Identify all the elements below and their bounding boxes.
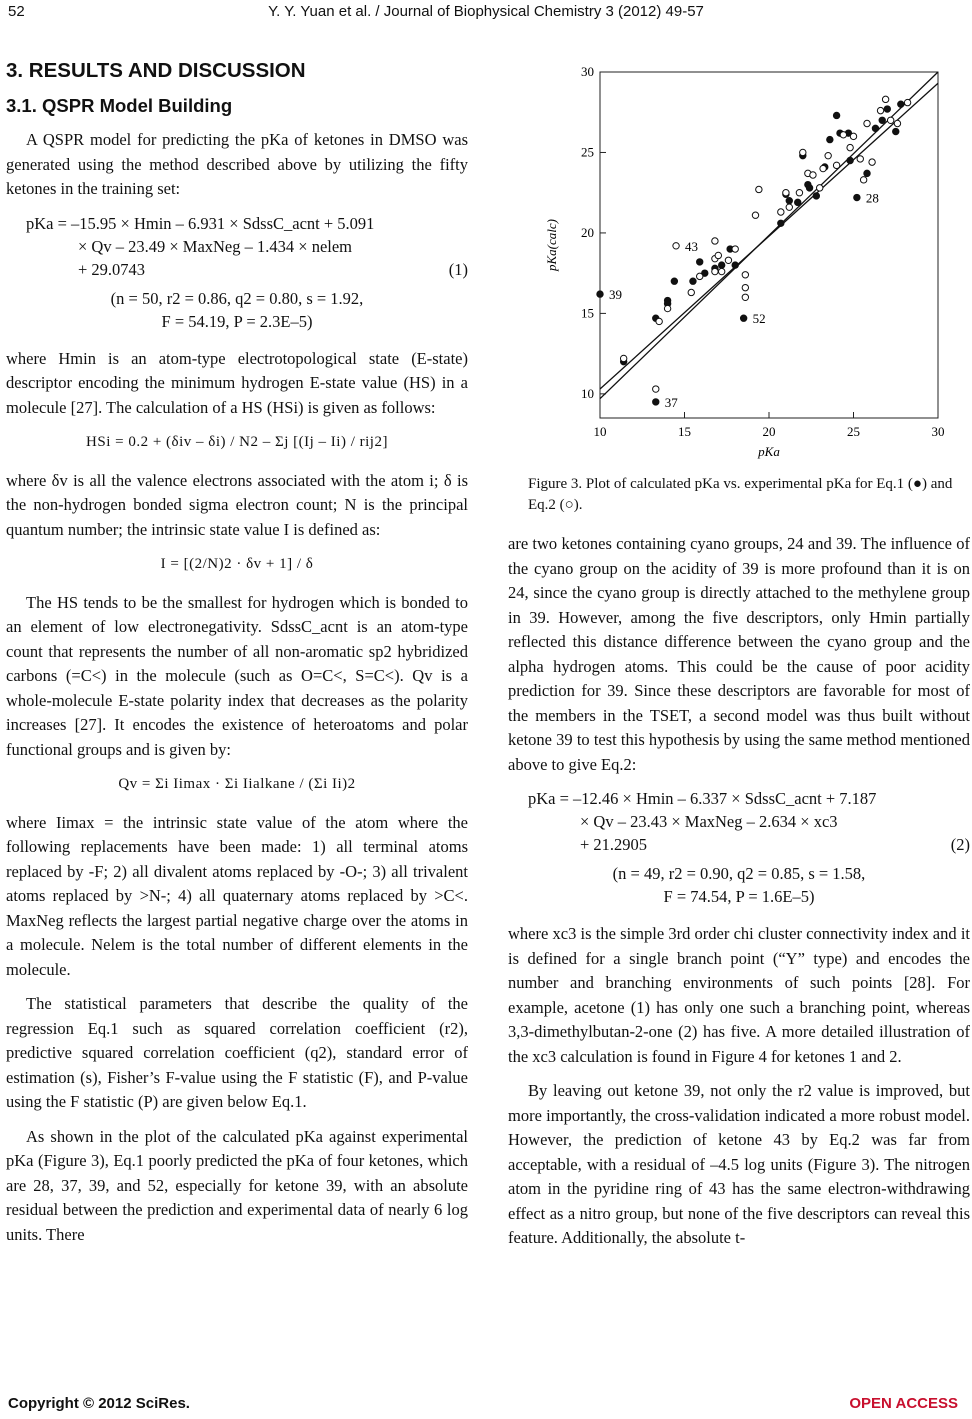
section-title: 3. RESULTS AND DISCUSSION: [6, 59, 306, 82]
data-point-eq2: [697, 273, 703, 279]
stats-line: F = 74.54, P = 1.6E–5): [663, 887, 815, 906]
paragraph: A QSPR model for predicting the pKa of ketones in DMSO was generated using the method described above by utilizing the fifty ketones in the training set:: [6, 130, 468, 198]
data-point-eq2: [820, 165, 826, 171]
scatter-chart: [524, 60, 944, 468]
data-point-eq2: [732, 246, 738, 252]
x-tick-label: 20: [762, 424, 776, 439]
data-point-eq2: [857, 156, 863, 162]
equation-line: × Qv – 23.49 × MaxNeg – 1.434 × nelem: [78, 236, 353, 256]
data-point-eq1: [827, 136, 833, 142]
data-point-eq1: [786, 198, 792, 204]
formula-hs: HSi = 0.2 + (δiv – δi) / N2 – Σj [(Ij – Ii) / rij2]: [86, 434, 388, 450]
data-point-eq1: [898, 101, 904, 107]
data-point-eq1: [833, 112, 839, 118]
data-point-eq2: [800, 149, 806, 155]
point-label: 52: [752, 311, 766, 327]
stats-line: (n = 50, r2 = 0.86, q2 = 0.80, s = 1.92,: [110, 288, 364, 308]
equation-number: (2): [950, 835, 970, 854]
figure-caption: Figure 3. Plot of calculated pKa vs. experimental pKa for Eq.1 (●) and Eq.2 (○).: [528, 476, 953, 513]
paragraph: As shown in the plot of the calculated pKa against experimental pKa (Figure 3), Eq.1 poorly predicted the pKa of four ketones, which are 28, 37, 39, and 52, especially for ketone 39, with an absolute residual between the prediction and experimental data of nearly 6 log units. There: [6, 1126, 468, 1244]
data-point-eq1: [893, 128, 899, 134]
equation-1-stats: [6, 287, 468, 333]
stats-line: F = 54.19, P = 2.3E–5): [161, 311, 313, 331]
data-point-eq2: [756, 186, 762, 192]
data-point-eq2: [712, 238, 718, 244]
equation-line: [528, 833, 970, 856]
data-point-eq1: [597, 291, 603, 297]
data-point-eq2: [656, 318, 662, 324]
equation-line: × Qv – 23.43 × MaxNeg – 2.634 × xc3: [580, 812, 838, 831]
data-point-eq2: [833, 162, 839, 168]
equation-number: (1): [448, 259, 468, 279]
data-point-eq2: [620, 355, 626, 361]
data-point-eq2: [850, 133, 856, 139]
paragraph: By leaving out ketone 39, not only the r2 value is improved, but more importantly, the cross-validation indicated a more robust model. However, the prediction of ketone 43 by Eq.2 was far from acceptable, with a residual of –4.5 log units (Figure 3). The nitrogen atom in the pyridine ring of 43 has the same electron-withdrawing effect as a nitro group, but none of the five descriptors can reveal this feature. Additionally, the absolute t-: [508, 1081, 970, 1247]
data-point-eq1: [795, 199, 801, 205]
data-point-eq2: [887, 117, 893, 123]
data-point-eq1: [813, 193, 819, 199]
copyright: Copyright © 2012 SciRes.: [8, 1395, 190, 1412]
paragraph: The HS tends to be the smallest for hydrogen which is bonded to an element of low electronegativity. SdssC_acnt is an atom-type count that represents the number of all non-aromatic sp2 hybridized carbons (=C<) in the molecule (such as O=C<, S=C<). Qv is a whole-molecule E-state polarity index that decreases as the polarity increases [27]. It encodes the existence of heteroatoms and polar functional groups and is given by:: [6, 592, 468, 759]
data-point-eq2: [715, 252, 721, 258]
data-point-eq1: [806, 185, 812, 191]
data-point-eq2: [653, 386, 659, 392]
equation-line: pKa = –12.46 × Hmin – 6.337 × SdssC_acnt + 7.187: [528, 789, 877, 808]
equation-term: + 29.0743: [78, 259, 146, 279]
data-point-eq2: [786, 204, 792, 210]
data-point-eq2: [869, 159, 875, 165]
data-point-eq1: [732, 262, 738, 268]
data-point-eq2: [718, 268, 724, 274]
point-label: 43: [685, 238, 699, 254]
data-point-eq1: [697, 259, 703, 265]
data-point-eq2: [688, 289, 694, 295]
data-point-eq1: [690, 278, 696, 284]
formula-intrinsic-state: I = [(2/N)2 · δv + 1] / δ: [160, 556, 314, 572]
x-tick-label: 15: [678, 424, 691, 439]
x-tick-label: 25: [847, 424, 860, 439]
data-point-eq2: [742, 272, 748, 278]
y-tick-label: 20: [581, 224, 594, 240]
y-tick-label: 15: [581, 305, 594, 321]
point-label: 37: [664, 394, 678, 410]
stats-line: (n = 49, r2 = 0.90, q2 = 0.85, s = 1.58,: [612, 864, 866, 883]
data-point-eq1: [653, 399, 659, 405]
y-tick-label: 25: [581, 144, 594, 160]
y-tick-label: 30: [581, 64, 594, 79]
x-axis-label: pKa: [758, 444, 780, 459]
data-point-eq1: [778, 220, 784, 226]
page-number: 52: [8, 3, 25, 20]
data-point-eq2: [904, 99, 910, 105]
data-point-eq2: [712, 268, 718, 274]
left-column: [6, 48, 468, 1257]
paragraph: where Iimax = the intrinsic state value of the atom where the following replacements have been made: 1) all terminal atoms replaced by -F; 2) all divalent atoms replaced by -O-; 3) all trivalent atoms replaced by >N-; 4) all quaternary atoms replaced by >C<. MaxNeg reflects the largest partial negative charge over the atoms in a molecule. Nelem is the total number of different elements in the molecule.: [6, 812, 468, 979]
equation-line: [26, 258, 468, 281]
point-label: 28: [865, 190, 879, 206]
right-column: [508, 60, 970, 1261]
data-point-eq2: [877, 107, 883, 113]
data-point-eq2: [864, 120, 870, 126]
data-point-eq2: [882, 96, 888, 102]
paragraph: where δv is all the valence electrons associated with the atom i; δ is the non-hydrogen bonded sigma electron count; N is the principal quantum number; the intrinsic state value I is defined as:: [6, 470, 468, 539]
data-point-eq1: [847, 157, 853, 163]
data-point-eq2: [664, 305, 670, 311]
data-point-eq1: [718, 262, 724, 268]
equation-1: [26, 212, 468, 281]
paragraph: The statistical parameters that describe the quality of the regression Eq.1 such as squared correlation coefficient (r2), predictive squared correlation coefficient (q2), standard error of estimation (s), Fisher’s F-value using the F statistic (F), and P-value using the F statistic (P) are given below Eq.1.: [6, 994, 468, 1111]
equation-term: + 21.2905: [580, 835, 648, 854]
data-point-eq2: [673, 243, 679, 249]
data-point-eq2: [817, 185, 823, 191]
data-point-eq1: [872, 125, 878, 131]
y-axis-label: pKa(calc): [544, 219, 559, 271]
x-tick-label: 30: [931, 424, 944, 439]
data-point-eq2: [810, 172, 816, 178]
data-point-eq2: [860, 177, 866, 183]
data-point-eq2: [840, 132, 846, 138]
data-point-eq2: [752, 212, 758, 218]
data-point-eq1: [854, 194, 860, 200]
open-access-badge: OPEN ACCESS: [849, 1395, 958, 1412]
data-point-eq1: [879, 117, 885, 123]
data-point-eq2: [783, 189, 789, 195]
subsection-title: 3.1. QSPR Model Building: [6, 95, 233, 116]
data-point-eq2: [742, 294, 748, 300]
data-point-eq1: [864, 170, 870, 176]
data-point-eq2: [894, 120, 900, 126]
figure-3: [524, 60, 944, 468]
equation-2: [528, 787, 970, 856]
paragraph: where xc3 is the simple 3rd order chi cluster connectivity index and it is defined for a single branch point (“Y” type) and encodes the number and branching environments of such points [28]. For example, acetone (1) has only one such a branching point, whereas 3,3-dimethylbutan-2-one (2) has five. A more detailed illustration of the xc3 calculation is found in Figure 4 for ketones 1 and 2.: [508, 924, 970, 1066]
data-point-eq2: [725, 257, 731, 263]
point-label: 39: [609, 287, 622, 303]
y-tick-label: 10: [581, 385, 594, 401]
plot-frame: [600, 72, 938, 418]
formula-qv: Qv = Σi Iimax · Σi Iialkane / (Σi Ii)2: [118, 776, 356, 792]
paragraph: are two ketones containing cyano groups, 24 and 39. The influence of the cyano group on the acidity of 39 is more profound than it is on 24, since the cyano group is directly attached to the methylene group in 39. However, among the five descriptors, only Hmin partially reflected this distance difference between the cyano group and the alpha hydrogen atoms. This could be the cause of poor acidity prediction for 39. Since these descriptors are favorable for most of the members in the TSET, a second model was thus built without ketone 39 to test this hypothesis by using the same method mentioned above to give Eq.2:: [508, 534, 970, 774]
paragraph: where Hmin is an atom-type electrotopological state (E-state) descriptor encoding the minimum hydrogen E-state value (HS) in a molecule [27]. The calculation of a HS (HSi) is given as follows:: [6, 348, 468, 417]
equation-2-stats: [508, 862, 970, 908]
data-point-eq1: [671, 278, 677, 284]
data-point-eq2: [742, 284, 748, 290]
data-point-eq2: [825, 152, 831, 158]
data-point-eq2: [847, 144, 853, 150]
data-point-eq1: [884, 106, 890, 112]
data-point-eq2: [796, 189, 802, 195]
running-title: Y. Y. Yuan et al. / Journal of Biophysical Chemistry 3 (2012) 49-57: [268, 3, 704, 20]
equation-line: pKa = –15.95 × Hmin – 6.931 × SdssC_acnt + 5.091: [26, 213, 375, 233]
data-point-eq1: [740, 315, 746, 321]
data-point-eq2: [778, 209, 784, 215]
x-tick-label: 10: [593, 424, 607, 439]
